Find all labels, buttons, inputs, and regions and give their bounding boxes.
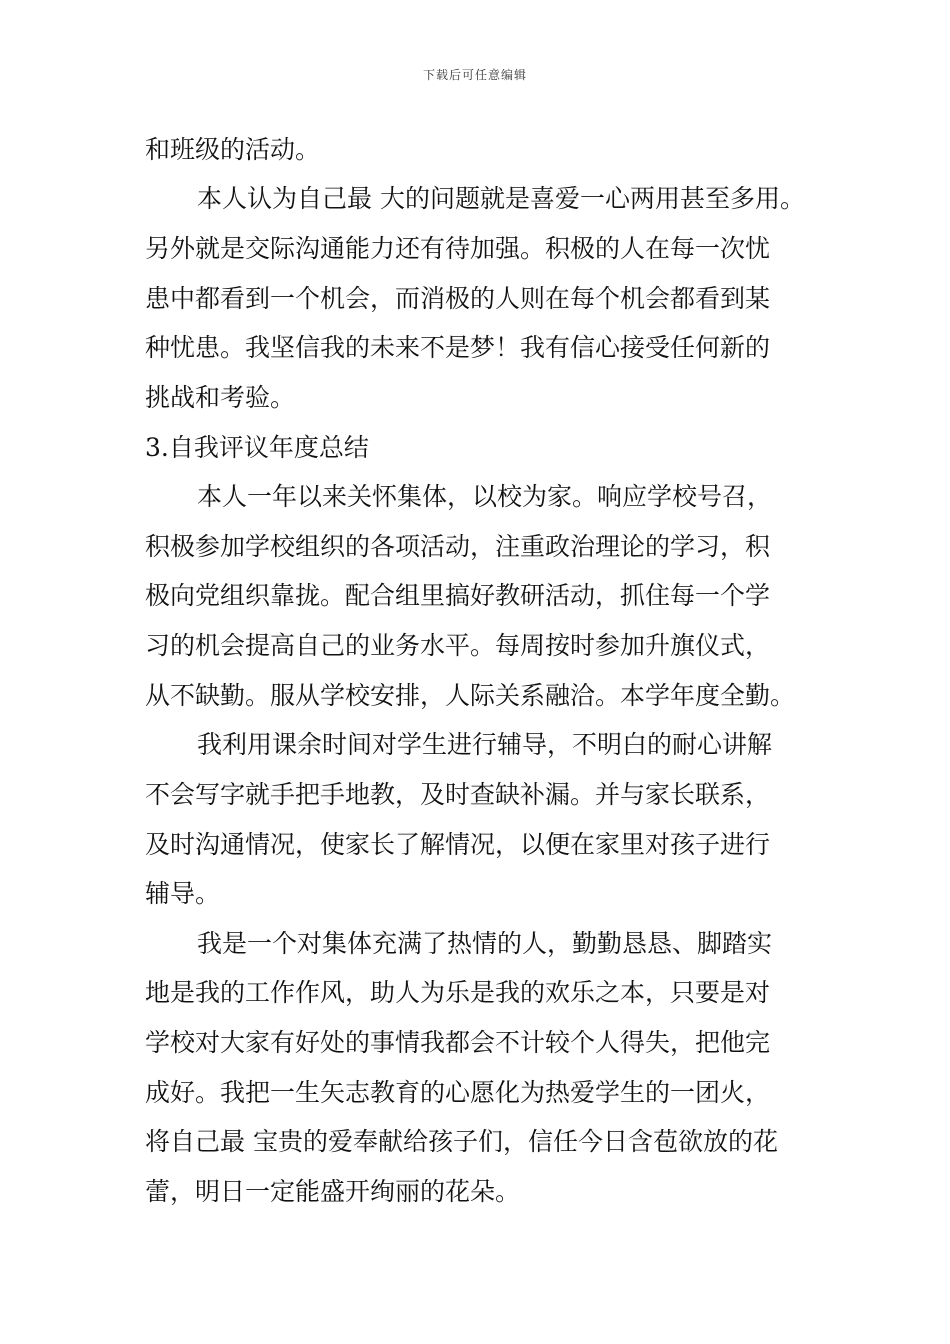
paragraph-start: 本人认为自己最 大的问题就是喜爱一心两用甚至多用。 <box>197 184 805 213</box>
text-line: 和班级的活动。 <box>145 135 321 164</box>
text-line: 及时沟通情况，使家长了解情况，以便在家里对孩子进行 <box>145 830 771 859</box>
text-line: 习的机会提高自己的业务水平。每周按时参加升旗仪式， <box>145 631 771 660</box>
text-line: 挑战和考验。 <box>145 383 296 412</box>
text-line: 积极参加学校组织的各项活动，注重政治理论的学习，积 <box>145 532 771 561</box>
text-line: 另外就是交际沟通能力还有待加强。积极的人在每一次忧 <box>145 234 771 263</box>
text-line: 患中都看到一个机会，而消极的人则在每个机会都看到某 <box>145 284 771 313</box>
paragraph-start: 我利用课余时间对学生进行辅导，不明白的耐心讲解 <box>197 730 773 759</box>
text-line: 不会写字就手把手地教，及时查缺补漏。并与家长联系， <box>145 780 771 809</box>
paragraph-start: 我是一个对集体充满了热情的人，勤勤恳恳、脚踏实 <box>197 929 773 958</box>
text-line: 辅导。 <box>145 879 221 908</box>
text-line: 种忧患。我坚信我的未来不是梦！我有信心接受任何新的 <box>145 333 771 362</box>
text-line: 将自己最 宝贵的爱奉献给孩子们，信任今日含苞欲放的花 <box>145 1127 778 1156</box>
text-line: 蕾，明日一定能盛开绚丽的花朵。 <box>145 1177 521 1206</box>
text-line: 从不缺勤。服从学校安排，人际关系融洽。本学年度全勤。 <box>145 681 796 710</box>
paragraph-start: 本人一年以来关怀集体，以校为家。响应学校号召， <box>197 482 773 511</box>
page-header-note: 下载后可任意编辑 <box>422 68 527 82</box>
section-heading: 3.自我评议年度总结 <box>145 433 369 462</box>
text-line: 学校对大家有好处的事情我都会不计较个人得失，把他完 <box>145 1028 771 1057</box>
text-line: 极向党组织靠拢。配合组里搞好教研活动，抓住每一个学 <box>145 581 771 610</box>
text-line: 成好。我把一生矢志教育的心愿化为热爱学生的一团火， <box>145 1078 771 1107</box>
text-line: 地是我的工作作风，助人为乐是我的欢乐之本，只要是对 <box>145 978 771 1007</box>
